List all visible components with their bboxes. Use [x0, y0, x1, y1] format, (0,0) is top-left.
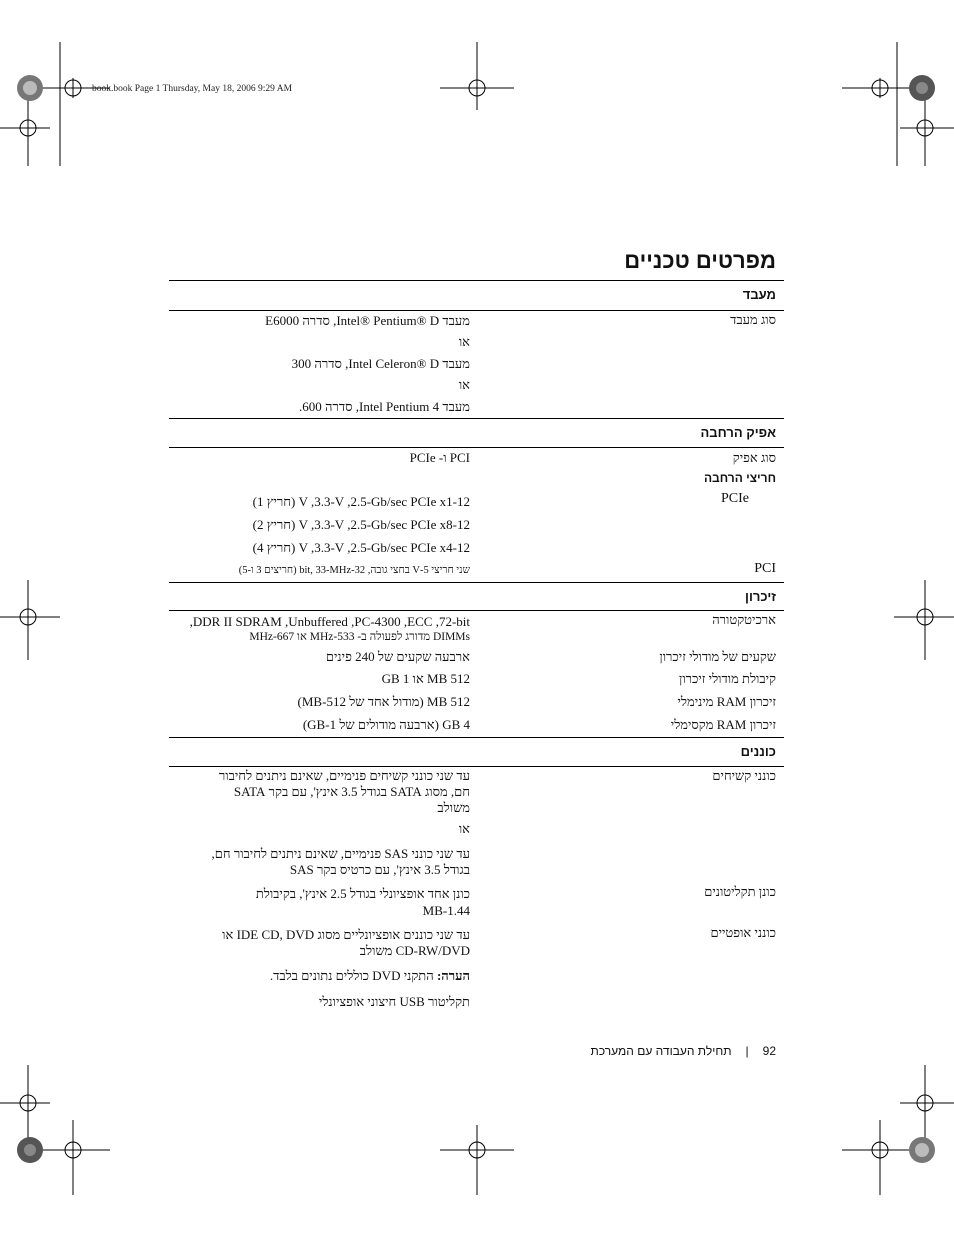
section-title-processor: מעבד [742, 287, 776, 302]
processor-type-label: סוג מעבד [730, 312, 776, 327]
hard-drives-value-line-2: חם, מסוג SATA בגודל 3.5 אינץ', עם בקר SATA [233, 784, 470, 799]
pcie-slot-1: 12-V ,3.3-V ,2.5-Gb/sec PCIe x1 (חריץ 1) [252, 494, 470, 509]
footer-section-name: תחילת העבודה עם המערכת [590, 1044, 732, 1058]
sas-drives-value-line-1: עד שני כונני SAS פנימיים, שאינם ניתנים לחיבור חם, [211, 846, 470, 861]
bus-type-label: סוג אפיק [732, 450, 776, 465]
usb-cd-value: תקליטור USB חיצוני אופציונלי [318, 994, 470, 1009]
dvd-note [170, 968, 470, 984]
optical-drives-value-line-1: עד שני כוננים אופציונליים מסוג IDE CD, DVD או [222, 927, 470, 942]
max-ram-label: זיכרון RAM מקסימלי [670, 717, 776, 732]
page-footer [591, 1044, 776, 1058]
processor-value-2: מעבד Intel Celeron® D, סדרה 300 [291, 356, 470, 371]
min-ram-label: זיכרון RAM מינימלי [677, 694, 776, 709]
optical-drives-value-line-2: CD-RW/DVD משולב [359, 943, 470, 958]
sas-drives-value-line-2: בגודל 3.5 אינץ', עם כרטיס בקר SAS [289, 862, 470, 877]
floppy-drive-value-line-2: 1.44-MB [422, 903, 470, 918]
or-text: או [458, 377, 470, 392]
pci-value: שני חריצי 5-V בחצי גובה, 32-bit, 33-MHz (חריצים 3 ו-5) [238, 565, 470, 576]
floppy-drive-value-line-1: כונן אחד אופציונלי בגודל 2.5 אינץ', בקיבולת [255, 886, 470, 901]
section-title-expansion: אפיק הרחבה [700, 425, 776, 440]
pcie-label: PCIe [721, 491, 749, 506]
section-title-memory: זיכרון [745, 589, 776, 604]
section-rule [169, 418, 784, 419]
pci-label: PCI [754, 561, 776, 576]
page-number: 92 [762, 1044, 776, 1058]
section-rule [169, 280, 784, 281]
memory-capacity-label: קיבולת מודולי זיכרון [679, 671, 776, 686]
architecture-value-line-1: DDR II SDRAM ,Unbuffered ,PC-4300 ,ECC ,72-bit, [189, 614, 470, 629]
floppy-drive-label: כונן תקליטונים [704, 884, 776, 899]
print-header: book.book Page 1 Thursday, May 18, 2006 9:29 AM [92, 84, 293, 94]
processor-value-1: מעבד Intel® Pentium® D, סדרה E6000 [265, 313, 470, 328]
optical-drives-label: כונני אופטיים [710, 925, 776, 940]
architecture-label: ארכיטקטורה [712, 612, 776, 627]
memory-sockets-value: ארבעה שקעים של 240 פינים [325, 649, 470, 664]
expansion-slots-label: חריצי הרחבה [703, 471, 776, 485]
section-rule [169, 737, 784, 738]
section-rule [169, 610, 784, 611]
hard-drives-value-line-1: עד שני כונני קשיחים פנימיים, שאינם ניתנים לחיבור [218, 768, 470, 783]
note-label: הערה: [436, 968, 470, 983]
section-title-drives: כוננים [740, 744, 776, 759]
pcie-slot-2: 12-V ,3.3-V ,2.5-Gb/sec PCIe x8 (חריץ 2) [252, 517, 470, 532]
or-text: או [458, 821, 470, 836]
note-text: התקני DVD כוללים נתונים בלבד. [269, 968, 434, 983]
bus-type-value: PCI ו- PCIe [409, 450, 470, 465]
processor-value-3: מעבד Intel Pentium 4, סדרה 600. [298, 399, 470, 414]
hard-drives-label: כונני קשיחים [712, 768, 776, 783]
max-ram-value: 4 GB (ארבעה מודולים של 1-GB) [302, 717, 470, 732]
section-rule [169, 310, 784, 311]
or-text: או [458, 334, 470, 349]
memory-capacity-value: 512 MB או 1 GB [381, 671, 470, 686]
section-rule [169, 447, 784, 448]
section-rule [169, 766, 784, 767]
section-rule [169, 582, 784, 583]
min-ram-value: 512 MB (מודול אחד של 512-MB) [297, 694, 470, 709]
page-title: מפרטים טכניים [624, 248, 776, 273]
pcie-slot-3: 12-V ,3.3-V ,2.5-Gb/sec PCIe x4 (חריץ 4) [252, 540, 470, 555]
memory-sockets-label: שקעים של מודולי זיכרון [659, 649, 776, 664]
footer-separator: | [745, 1044, 749, 1058]
architecture-value-line-2: DIMMs מדורג לפעולה ב- 533-MHz או 667-MHz [249, 631, 470, 643]
hard-drives-value-line-3: משולב [437, 800, 470, 815]
